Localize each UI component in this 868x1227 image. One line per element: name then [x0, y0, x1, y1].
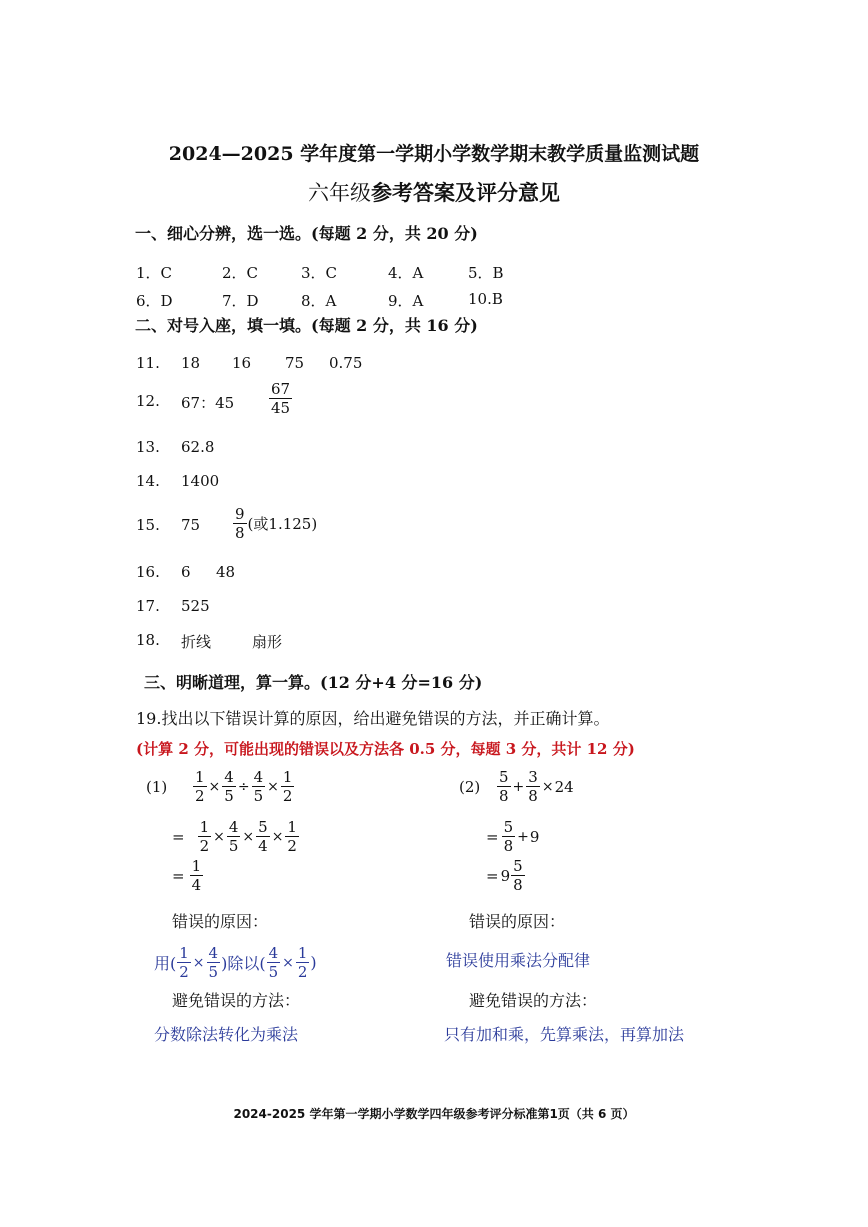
q15-frac-den: 8: [235, 524, 245, 542]
q15-answer: 75: [181, 516, 201, 534]
part2-method: 只有加和乘，先算乘法，再算加法: [444, 1025, 685, 1044]
times-sign: ×: [267, 778, 279, 795]
frac-num: 5: [513, 857, 523, 875]
times-sign: ×: [213, 828, 225, 845]
times-sign: ×: [192, 954, 205, 971]
frac-num: 1: [195, 768, 205, 786]
frac-den: 4: [191, 876, 202, 894]
q11-answer-4: 0.75: [329, 354, 363, 372]
answer-9: 9．A: [388, 292, 424, 310]
frac-den: 5: [253, 787, 264, 805]
equals-sign: =: [172, 866, 185, 885]
part2-reason: 错误使用乘法分配律: [446, 951, 591, 970]
part2-line1: [496, 768, 574, 805]
equals-sign: =: [486, 866, 499, 885]
answer-8: 8．A: [301, 292, 337, 310]
part1-line3: [172, 857, 204, 894]
q11-answer-2: 16: [232, 354, 252, 372]
reason-text: 用(: [154, 954, 177, 973]
q15-fraction-group: [232, 505, 317, 542]
answer-2: 2．C: [222, 264, 259, 282]
frac-num: 1: [179, 944, 189, 962]
q15-frac-num: 9: [235, 505, 245, 523]
q12-frac-num: 67: [271, 380, 291, 398]
frac-num: 4: [268, 944, 279, 962]
answer-10: 10.B: [468, 290, 503, 308]
frac-num: 5: [499, 768, 509, 786]
part2-method-label: 避免错误的方法：: [469, 991, 598, 1010]
plus-sign: +: [512, 778, 525, 795]
q18-number: 18.: [136, 631, 160, 649]
page-footer: 2024-2025 学年第一学期小学数学四年级参考评分标准第1页（共 6 页）: [233, 1107, 635, 1121]
frac-den: 8: [528, 787, 538, 805]
q17-answer: 525: [181, 597, 210, 615]
q18-answer-2: 扇形: [252, 633, 283, 651]
q18-answer-1: 折线: [181, 633, 212, 651]
frac-den: 5: [208, 963, 219, 981]
equals-sign: =: [172, 827, 185, 846]
q16-answer-1: 6: [181, 563, 191, 581]
part1-method-label: 避免错误的方法：: [172, 991, 301, 1010]
answer-7: 7．D: [222, 292, 259, 310]
q11-answer-1: 18: [181, 354, 201, 372]
frac-den: 8: [499, 787, 509, 805]
subtitle-main: 参考答案及评分意见: [371, 180, 560, 205]
q11-answer-3: 75: [285, 354, 305, 372]
answer-3: 3．C: [301, 264, 338, 282]
part1-reason-label: 错误的原因：: [172, 912, 269, 931]
q15-alt: (或1.125): [247, 515, 318, 533]
frac-den: 8: [513, 876, 523, 894]
q12-frac-den: 45: [271, 399, 291, 417]
times-sign: ×: [271, 828, 284, 845]
q12-fraction: [268, 380, 293, 417]
frac-num: 5: [503, 818, 514, 836]
frac-num: 1: [282, 768, 293, 786]
frac-den: 2: [297, 963, 308, 981]
q16-answer-2: 48: [216, 563, 236, 581]
frac-den: 4: [258, 837, 268, 855]
integer: 24: [554, 777, 574, 796]
frac-num: 5: [258, 818, 268, 836]
frac-den: 8: [503, 837, 514, 855]
part2-label: (2): [459, 778, 481, 796]
document-subtitle: [0, 177, 868, 207]
frac-den: 2: [287, 837, 297, 855]
document-title: 2024—2025 学年度第一学期小学数学期末教学质量监测试题: [168, 143, 700, 165]
frac-num: 1: [297, 944, 308, 962]
part1-line1: [192, 768, 295, 805]
frac-den: 5: [224, 787, 234, 805]
section3-heading: 三、明晰道理，算一算。(12 分+4 分=16 分): [144, 673, 483, 692]
frac-num: 1: [191, 857, 202, 875]
q15-number: 15.: [136, 516, 160, 534]
frac-num: 1: [287, 818, 297, 836]
q19-prompt: 19.找出以下错误计算的原因，给出避免错误的方法，并正确计算。: [136, 709, 610, 728]
scoring-note: (计算 2 分，可能出现的错误以及方法各 0.5 分，每题 3 分，共计 12 分): [136, 740, 635, 758]
times-sign: ×: [541, 778, 554, 795]
frac-num: 3: [528, 768, 538, 786]
integer: 9: [500, 866, 511, 885]
times-sign: ×: [282, 954, 294, 971]
q17-number: 17.: [136, 597, 160, 615]
section2-heading: 二、对号入座，填一填。(每题 2 分，共 16 分): [135, 316, 478, 335]
frac-den: 2: [195, 787, 205, 805]
frac-den: 5: [268, 963, 279, 981]
frac-den: 2: [199, 837, 210, 855]
reason-text: ): [310, 953, 317, 972]
part1-line2: [172, 818, 300, 855]
frac-num: 4: [208, 944, 219, 962]
q14-answer: 1400: [181, 472, 220, 490]
subtitle-grade: 六年级: [308, 181, 371, 205]
frac-num: 4: [224, 768, 234, 786]
frac-den: 2: [179, 963, 189, 981]
frac-num: 4: [228, 818, 239, 836]
answer-6: 6．D: [136, 292, 173, 310]
part1-label: (1): [146, 778, 168, 796]
times-sign: ×: [242, 828, 255, 845]
equals-sign: =: [486, 827, 499, 846]
part1-method: 分数除法转化为乘法: [154, 1025, 299, 1044]
reason-text: )除以(: [221, 954, 266, 973]
plus-sign: +: [517, 828, 529, 845]
frac-num: 4: [253, 768, 264, 786]
q16-number: 16.: [136, 563, 160, 581]
part2-line3: [486, 857, 526, 894]
q12-number: 12.: [136, 392, 160, 410]
frac-num: 1: [199, 818, 210, 836]
integer: 9: [529, 827, 540, 846]
section1-heading: 一、细心分辨，选一选。(每题 2 分，共 20 分): [135, 224, 478, 243]
part2-line2: [486, 818, 539, 855]
answer-1: 1．C: [136, 264, 173, 282]
answer-4: 4．A: [388, 264, 424, 282]
part1-reason: [154, 944, 317, 981]
divide-sign: ÷: [237, 778, 250, 795]
frac-den: 2: [282, 787, 293, 805]
times-sign: ×: [208, 778, 221, 795]
answer-5: 5．B: [468, 264, 504, 282]
frac-den: 5: [228, 837, 239, 855]
q13-number: 13.: [136, 438, 160, 456]
q13-answer: 62.8: [181, 438, 215, 456]
part2-reason-label: 错误的原因：: [469, 912, 566, 931]
q12-ratio: 67：45: [181, 394, 235, 412]
q11-number: 11.: [136, 354, 160, 372]
q14-number: 14.: [136, 472, 160, 490]
